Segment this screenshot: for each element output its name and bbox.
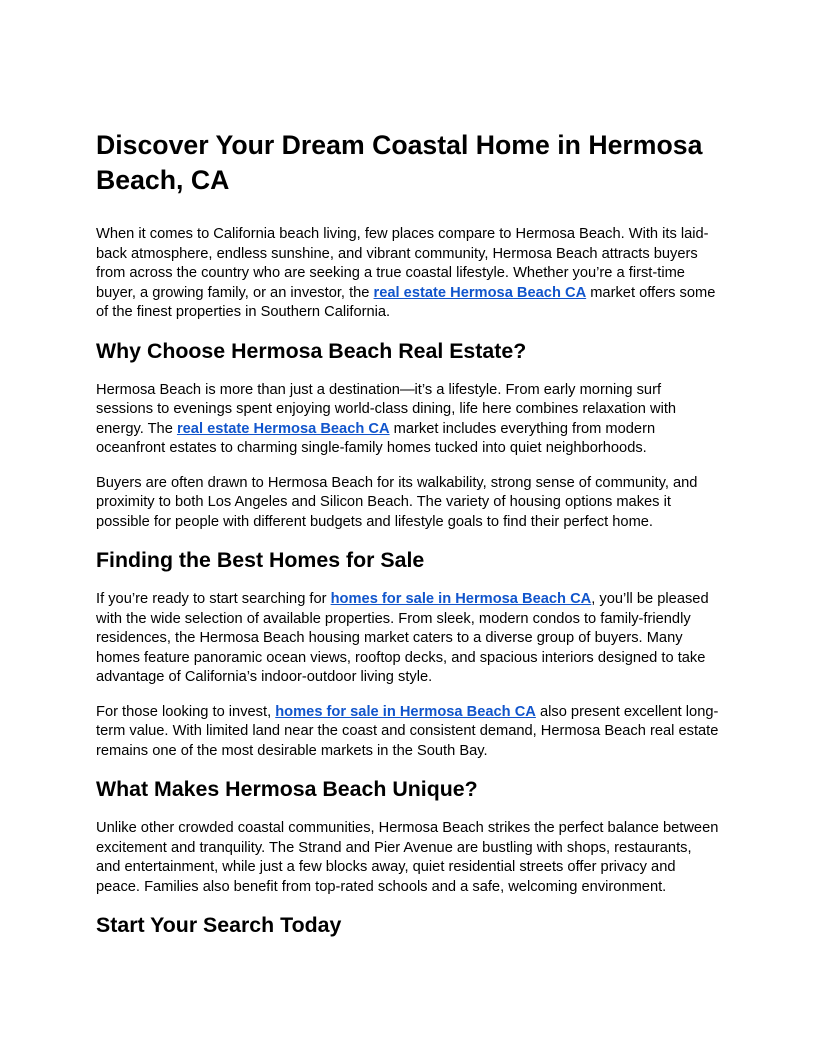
link-homes-for-sale-hermosa-beach-ca-1[interactable]: homes for sale in Hermosa Beach CA <box>330 591 592 607</box>
heading-why-choose: Why Choose Hermosa Beach Real Estate? <box>96 338 527 363</box>
heading-what-makes-unique: What Makes Hermosa Beach Unique? <box>96 777 478 801</box>
link-homes-for-sale-hermosa-beach-ca-2[interactable]: homes for sale in Hermosa Beach CA <box>275 703 536 720</box>
paragraph-invest <box>96 703 720 762</box>
text-run: When it comes to California beach living, few places compare to Hermosa Beach. With its laid-back atmosphere, endless sunshine, and vibrant community, Hermosa Beach attracts buyers from across the country who are seeking a true coastal lifestyle. Whether you’re a first-time buyer, a growing family, or an investor, the <box>96 226 709 301</box>
text-run: market offers some of the finest properties in Southern California. <box>96 284 716 320</box>
paragraph-search <box>96 590 720 688</box>
text-run: Hermosa Beach is more than just a destination—it’s a lifestyle. From early morning surf sessions to evenings spent enjoying world-class dining, life here combines relaxation with energy. The <box>96 381 677 437</box>
text-run: , you’ll be pleased with the wide selection of available properties. From sleek, modern condos to family-friendly residences, the Hermosa Beach housing market caters to a diverse group of buyers. Many homes feature panoramic ocean views, rooftop decks, and spacious interiors designed to take advantage of California’s indoor-outdoor living style. <box>96 591 709 685</box>
text-run: also present excellent long-term value. With limited land near the coast and consistent demand, Hermosa Beach real estate remains one of the most desirable markets in the South Bay. <box>96 703 719 759</box>
text-run: For those looking to invest, <box>96 703 276 720</box>
document-title: Discover Your Dream Coastal Home in Hermosa Beach, CA <box>96 130 703 195</box>
paragraph-intro <box>96 225 720 323</box>
heading-start-search: Start Your Search Today <box>96 913 342 937</box>
text-run: Buyers are often drawn to Hermosa Beach for its walkability, strong sense of community, and proximity to both Los Angeles and Silicon Beach. The variety of housing options makes it possible for people with different budgets and lifestyle goals to find their perfect home. <box>96 474 698 530</box>
paragraph-lifestyle <box>96 381 720 459</box>
paragraph-buyers <box>96 474 720 533</box>
link-real-estate-hermosa-beach-ca-2[interactable]: real estate Hermosa Beach CA <box>176 420 390 437</box>
link-real-estate-hermosa-beach-ca-1[interactable]: real estate Hermosa Beach CA <box>373 284 587 301</box>
heading-finding-homes: Finding the Best Homes for Sale <box>96 548 425 572</box>
paragraph-unique <box>96 819 720 897</box>
text-run: Unlike other crowded coastal communities, Hermosa Beach strikes the perfect balance between excitement and tranquility. The Strand and Pier Avenue are bustling with shops, restaurants, and entertainment, while just a few blocks away, quiet residential streets offer privacy and peace. Families also benefit from top-rated schools and a safe, welcoming environment. <box>96 820 719 895</box>
text-run: If you’re ready to start searching for <box>96 591 331 607</box>
text-run: market includes everything from modern oceanfront estates to charming single-family homes tucked into quiet neighborhoods. <box>96 420 656 456</box>
